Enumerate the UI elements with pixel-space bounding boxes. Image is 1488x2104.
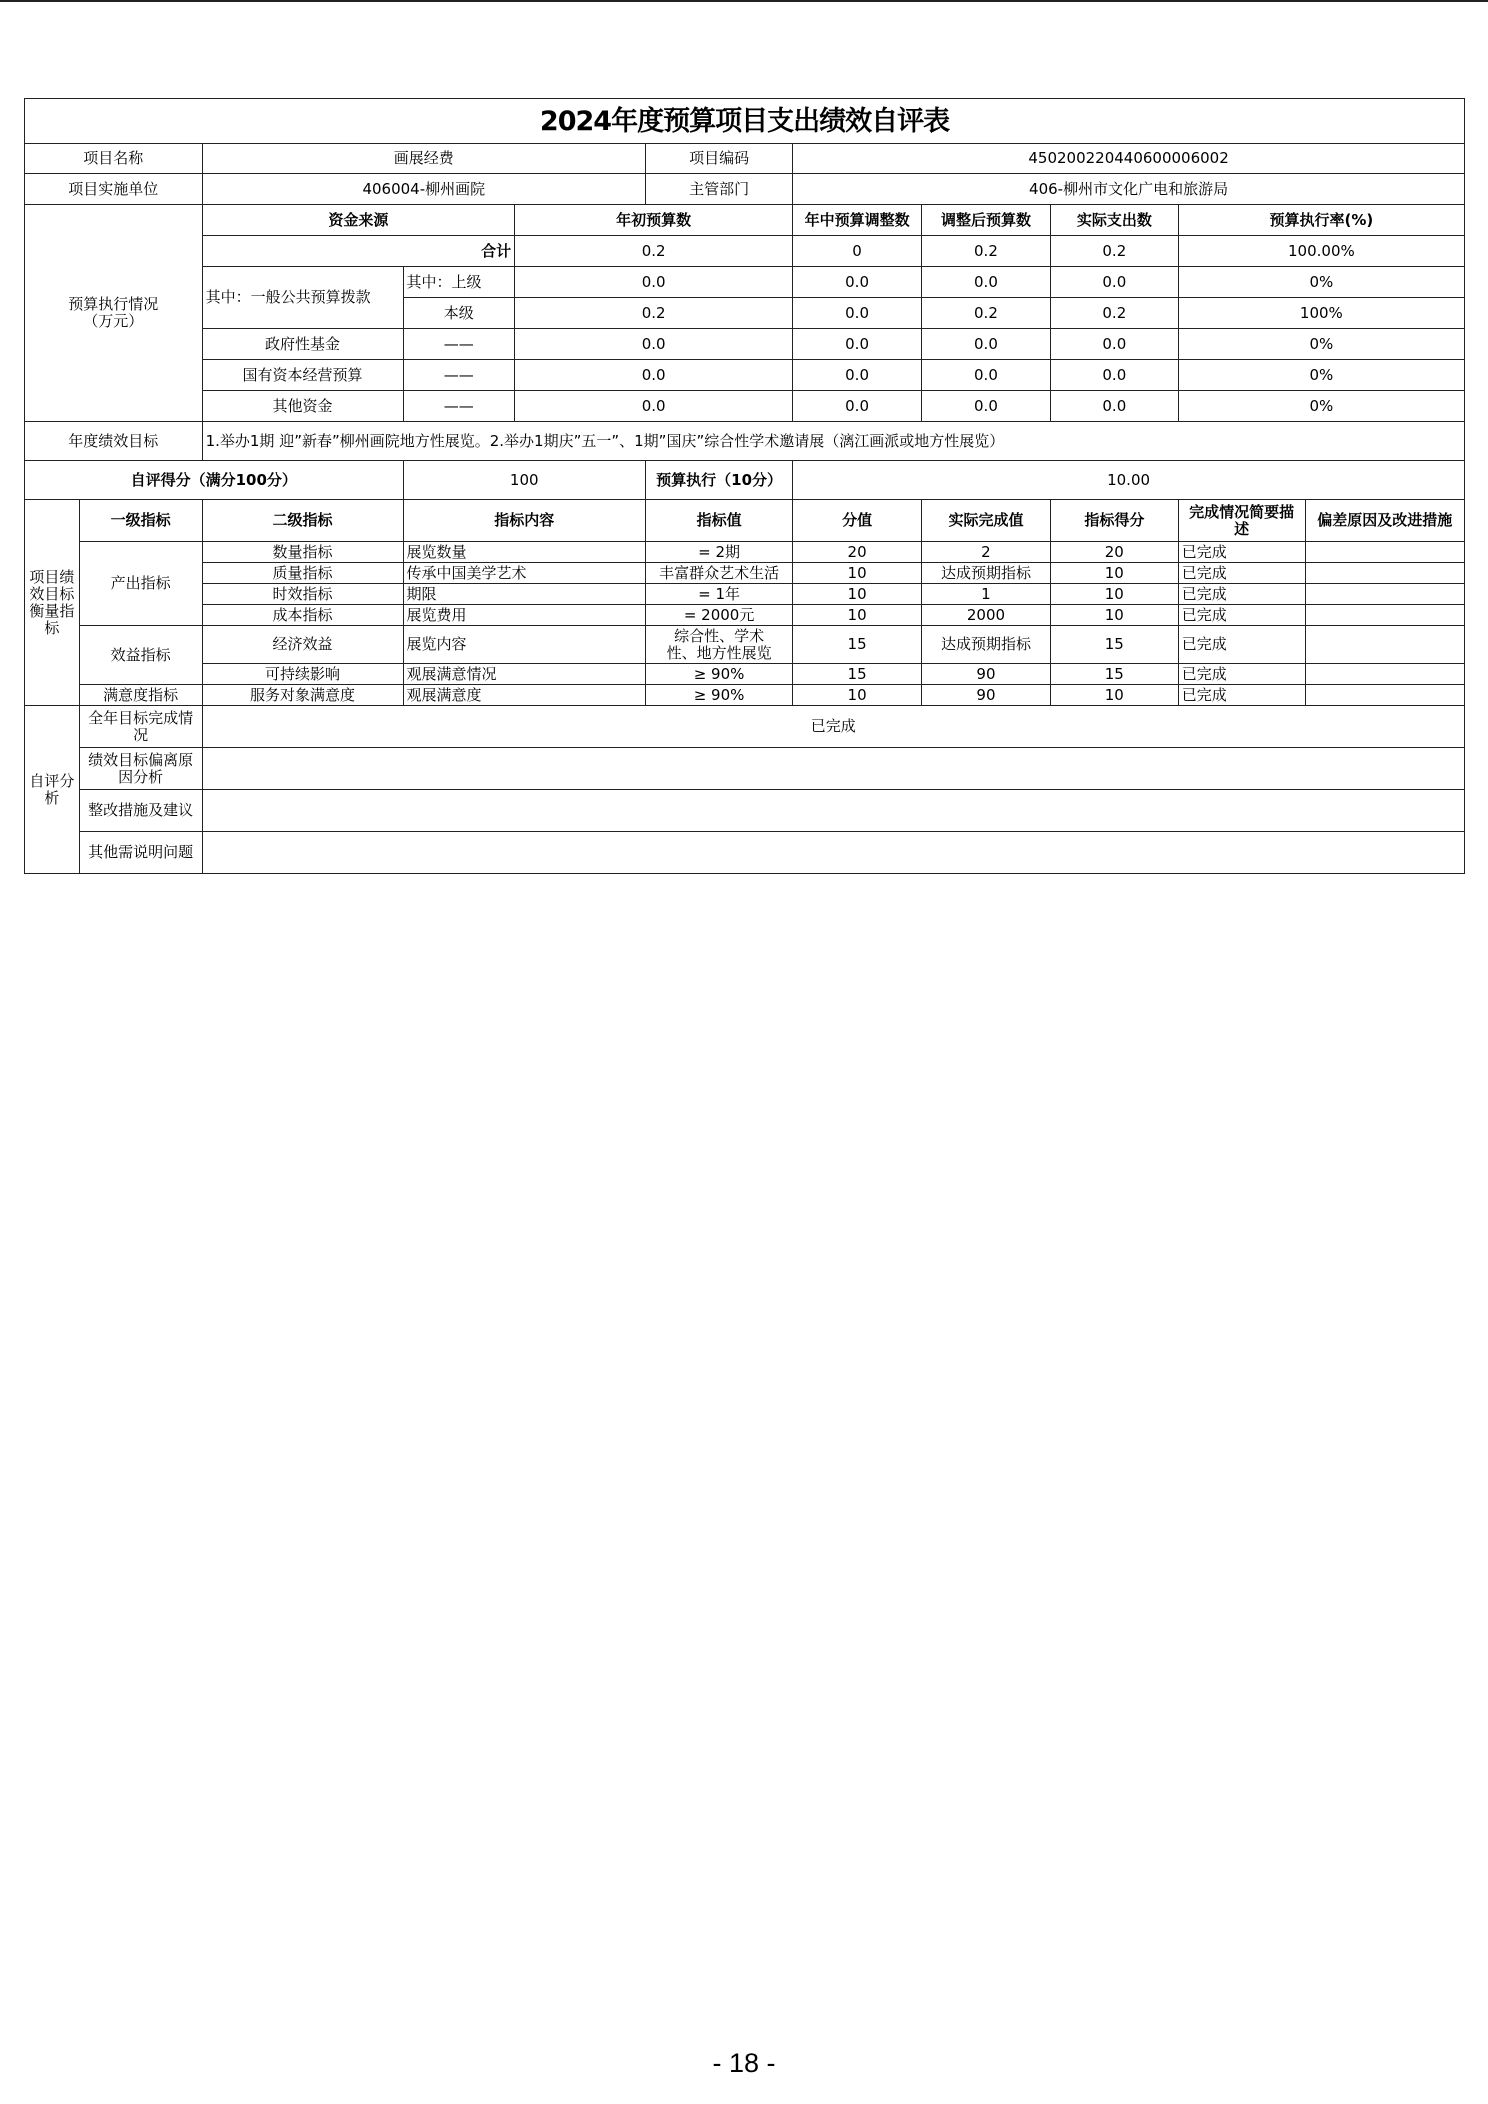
self-score-value: 100: [403, 461, 646, 500]
budget-header-actual: 实际支出数: [1050, 205, 1178, 236]
indicator-row-deviation: [1305, 542, 1464, 563]
budget-local-rate: 100%: [1178, 298, 1464, 329]
budget-upper-label: 其中：上级: [403, 267, 515, 298]
budget-other-midyear: 0.0: [793, 391, 922, 422]
indicator-row-actual: 90: [922, 664, 1051, 685]
budget-other-label: 其他资金: [202, 391, 403, 422]
project-name-label: 项目名称: [25, 144, 203, 174]
indicator-row-content: 展览内容: [403, 626, 646, 664]
budget-other-initial: 0.0: [515, 391, 793, 422]
supervising-dept-value: 406-柳州市文化广电和旅游局: [793, 174, 1465, 205]
budget-state-capital-midyear: 0.0: [793, 360, 922, 391]
budget-header-midyear: 年中预算调整数: [793, 205, 922, 236]
budget-total-initial: 0.2: [515, 236, 793, 267]
indicator-row-actual: 2000: [922, 605, 1051, 626]
indicator-row-content: 传承中国美学艺术: [403, 563, 646, 584]
budget-header-initial: 年初预算数: [515, 205, 793, 236]
indicator-row-level2: 服务对象满意度: [202, 685, 403, 706]
indicator-header-target: 指标值: [646, 500, 793, 542]
indicator-row-content: 展览费用: [403, 605, 646, 626]
supervising-dept-label: 主管部门: [646, 174, 793, 205]
indicator-row-description: 已完成: [1178, 685, 1305, 706]
self-eval-row-label: 整改措施及建议: [79, 790, 202, 832]
indicator-row-target: 综合性、学术性、地方性展览: [646, 626, 793, 664]
budget-upper-rate: 0%: [1178, 267, 1464, 298]
indicator-header-level1: 一级指标: [79, 500, 202, 542]
budget-state-capital-dash: ——: [403, 360, 515, 391]
self-eval-row-label: 绩效目标偏离原因分析: [79, 748, 202, 790]
self-eval-row-label: 全年目标完成情况: [79, 706, 202, 748]
indicator-row-target: = 1年: [646, 584, 793, 605]
indicator-row-level2: 数量指标: [202, 542, 403, 563]
budget-upper-midyear: 0.0: [793, 267, 922, 298]
indicator-row-level2: 经济效益: [202, 626, 403, 664]
budget-other-dash: ——: [403, 391, 515, 422]
indicator-header-level2: 二级指标: [202, 500, 403, 542]
indicator-header-deviation: 偏差原因及改进措施: [1305, 500, 1464, 542]
budget-gov-fund-initial: 0.0: [515, 329, 793, 360]
indicator-row-target: = 2期: [646, 542, 793, 563]
indicator-row-weight: 20: [793, 542, 922, 563]
budget-total-rate: 100.00%: [1178, 236, 1464, 267]
budget-header-source: 资金来源: [202, 205, 515, 236]
budget-local-label: 本级: [403, 298, 515, 329]
satisfaction-indicator-label: 满意度指标: [79, 685, 202, 706]
indicator-row-deviation: [1305, 563, 1464, 584]
budget-total-adjusted: 0.2: [922, 236, 1051, 267]
indicator-row-target: ≥ 90%: [646, 664, 793, 685]
budget-header-adjusted: 调整后预算数: [922, 205, 1051, 236]
indicator-row-content: 期限: [403, 584, 646, 605]
indicator-row-actual: 达成预期指标: [922, 626, 1051, 664]
indicator-row-target: ≥ 90%: [646, 685, 793, 706]
budget-gov-fund-adjusted: 0.0: [922, 329, 1051, 360]
budget-state-capital-actual: 0.0: [1050, 360, 1178, 391]
self-eval-section-label: 自评分析: [25, 706, 80, 874]
indicator-row-description: 已完成: [1178, 584, 1305, 605]
indicator-row-level2: 可持续影响: [202, 664, 403, 685]
indicator-row-deviation: [1305, 605, 1464, 626]
budget-local-adjusted: 0.2: [922, 298, 1051, 329]
indicator-row-level2: 质量指标: [202, 563, 403, 584]
indicator-row-level2: 成本指标: [202, 605, 403, 626]
project-name-value: 画展经费: [202, 144, 645, 174]
indicator-row-score: 15: [1050, 664, 1178, 685]
indicator-header-score: 指标得分: [1050, 500, 1178, 542]
indicator-row-weight: 10: [793, 605, 922, 626]
self-eval-row-value: [202, 748, 1464, 790]
self-score-label: 自评得分（满分100分）: [25, 461, 404, 500]
self-eval-row-value: 已完成: [202, 706, 1464, 748]
budget-state-capital-rate: 0%: [1178, 360, 1464, 391]
budget-exec-score-label: 预算执行（10分）: [646, 461, 793, 500]
annual-goal-label: 年度绩效目标: [25, 422, 203, 461]
output-indicator-label: 产出指标: [79, 542, 202, 626]
indicator-row-description: 已完成: [1178, 542, 1305, 563]
budget-gov-fund-midyear: 0.0: [793, 329, 922, 360]
project-code-value: 450200220440600006002: [793, 144, 1465, 174]
evaluation-table: [24, 98, 1465, 874]
indicator-header-content: 指标内容: [403, 500, 646, 542]
indicator-row-description: 已完成: [1178, 664, 1305, 685]
indicator-row-weight: 10: [793, 685, 922, 706]
indicator-header-actual: 实际完成值: [922, 500, 1051, 542]
table-title: 2024年度预算项目支出绩效自评表: [25, 99, 1465, 144]
budget-other-rate: 0%: [1178, 391, 1464, 422]
indicator-row-deviation: [1305, 584, 1464, 605]
budget-local-initial: 0.2: [515, 298, 793, 329]
budget-gov-fund-actual: 0.0: [1050, 329, 1178, 360]
indicator-row-actual: 达成预期指标: [922, 563, 1051, 584]
implementing-unit-value: 406004-柳州画院: [202, 174, 645, 205]
indicator-row-deviation: [1305, 664, 1464, 685]
indicator-row-weight: 15: [793, 626, 922, 664]
indicator-row-description: 已完成: [1178, 626, 1305, 664]
budget-state-capital-label: 国有资本经营预算: [202, 360, 403, 391]
budget-gov-fund-rate: 0%: [1178, 329, 1464, 360]
budget-other-adjusted: 0.0: [922, 391, 1051, 422]
performance-self-evaluation-sheet: [24, 98, 1465, 874]
self-eval-row-value: [202, 832, 1464, 874]
indicator-row-description: 已完成: [1178, 563, 1305, 584]
budget-local-midyear: 0.0: [793, 298, 922, 329]
budget-upper-initial: 0.0: [515, 267, 793, 298]
annual-goal-text: 1.举办1期 迎”新春”柳州画院地方性展览。2.举办1期庆”五一”、1期”国庆”综合性学术邀请展（漓江画派或地方性展览）: [202, 422, 1464, 461]
budget-gov-fund-dash: ——: [403, 329, 515, 360]
budget-header-rate: 预算执行率(%): [1178, 205, 1464, 236]
budget-upper-adjusted: 0.0: [922, 267, 1051, 298]
budget-total-midyear: 0: [793, 236, 922, 267]
implementing-unit-label: 项目实施单位: [25, 174, 203, 205]
indicator-row-weight: 10: [793, 584, 922, 605]
indicator-row-weight: 10: [793, 563, 922, 584]
indicator-row-score: 10: [1050, 563, 1178, 584]
indicator-row-level2: 时效指标: [202, 584, 403, 605]
page-number: - 18 -: [712, 2048, 776, 2078]
indicator-row-score: 10: [1050, 584, 1178, 605]
budget-total-label: 合计: [202, 236, 515, 267]
indicator-row-score: 10: [1050, 605, 1178, 626]
budget-other-actual: 0.0: [1050, 391, 1178, 422]
indicator-row-target: = 2000元: [646, 605, 793, 626]
indicator-row-deviation: [1305, 685, 1464, 706]
benefit-indicator-label: 效益指标: [79, 626, 202, 685]
project-code-label: 项目编码: [646, 144, 793, 174]
self-eval-row-label: 其他需说明问题: [79, 832, 202, 874]
indicator-header-description: 完成情况简要描述: [1178, 500, 1305, 542]
indicator-row-score: 10: [1050, 685, 1178, 706]
indicator-row-content: 观展满意度: [403, 685, 646, 706]
indicator-row-actual: 2: [922, 542, 1051, 563]
budget-state-capital-adjusted: 0.0: [922, 360, 1051, 391]
indicator-row-content: 观展满意情况: [403, 664, 646, 685]
indicator-row-content: 展览数量: [403, 542, 646, 563]
indicators-section-label: 项目绩效目标衡量指标: [25, 500, 80, 706]
indicator-row-weight: 15: [793, 664, 922, 685]
budget-general-label: 其中：一般公共预算拨款: [202, 267, 403, 329]
budget-local-actual: 0.2: [1050, 298, 1178, 329]
indicator-row-score: 15: [1050, 626, 1178, 664]
budget-upper-actual: 0.0: [1050, 267, 1178, 298]
top-border-line: [0, 0, 1488, 2]
budget-exec-score-value: 10.00: [793, 461, 1465, 500]
indicator-row-actual: 1: [922, 584, 1051, 605]
budget-total-actual: 0.2: [1050, 236, 1178, 267]
indicator-row-actual: 90: [922, 685, 1051, 706]
budget-section-label: 预算执行情况 （万元）: [25, 205, 203, 422]
budget-gov-fund-label: 政府性基金: [202, 329, 403, 360]
indicator-row-description: 已完成: [1178, 605, 1305, 626]
indicator-header-weight: 分值: [793, 500, 922, 542]
indicator-row-target: 丰富群众艺术生活: [646, 563, 793, 584]
budget-state-capital-initial: 0.0: [515, 360, 793, 391]
indicator-row-deviation: [1305, 626, 1464, 664]
indicator-row-score: 20: [1050, 542, 1178, 563]
self-eval-row-value: [202, 790, 1464, 832]
